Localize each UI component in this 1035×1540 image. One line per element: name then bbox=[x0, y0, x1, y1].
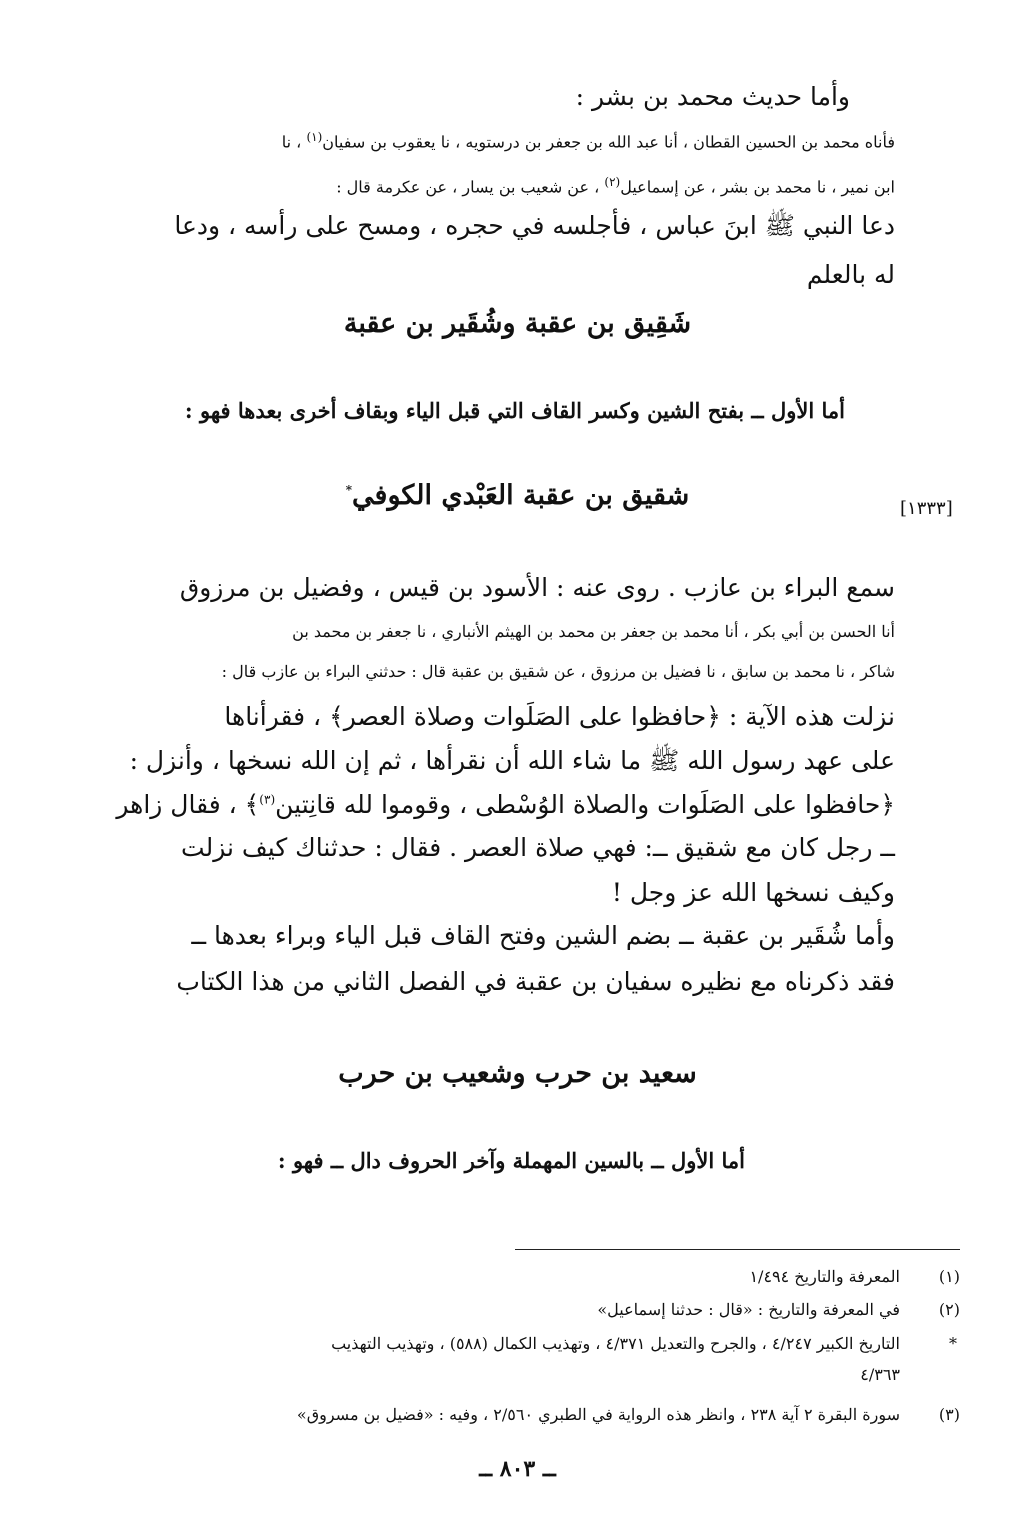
text-line: نزلت هذه الآية : ﴿حافظوا على الصَلَوات وصلاة العصر﴾ ، فقرأناها bbox=[224, 702, 895, 731]
footnote-ref: (١) bbox=[306, 130, 323, 144]
section-heading: شَقِيق بن عقبة وشُقَير بن عقبة bbox=[343, 308, 692, 339]
page-number: ــ ٨٠٣ ــ bbox=[479, 1456, 556, 1482]
footnote-number: (١) bbox=[938, 1267, 960, 1286]
section-subheading: أما الأول ــ بفتح الشين وكسر القاف التي قبل الياء وبقاف أخرى بعدها فهو : bbox=[184, 398, 845, 423]
text-segment: ﴿حافظوا على الصَلَوات والصلاة الوُسْطى ، وقوموا لله قانِتين bbox=[275, 790, 895, 819]
footnote-number: (٢) bbox=[938, 1300, 960, 1319]
section-heading: سعيد بن حرب وشعيب بن حرب bbox=[338, 1058, 697, 1089]
entry-heading-text: شقيق بن عقبة العَبْدي الكوفي bbox=[352, 480, 690, 511]
footnote-text: التاريخ الكبير ٤/٢٤٧ ، والجرح والتعديل ٤/٣٧١ ، وتهذيب الكمال (٥٨٨) ، وتهذيب التهذيب bbox=[331, 1334, 900, 1353]
isnad-line: شاكر ، نا محمد بن سابق ، نا فضيل بن مرزوق ، عن شقيق بن عقبة قال : حدثني البراء بن عازب قال : bbox=[221, 662, 895, 681]
isnad-text: ابن نمير ، نا محمد بن بشر ، عن إسماعيل bbox=[620, 177, 895, 197]
text-line: وكيف نسخها الله عز وجل ! bbox=[611, 878, 895, 907]
footnote-text-continued: ٤/٣٦٣ bbox=[860, 1365, 900, 1384]
footnote-ref: (٣) bbox=[259, 792, 276, 807]
isnad-line: أنا الحسن بن أبي بكر ، أنا محمد بن جعفر بن محمد بن الهيثم الأنباري ، نا جعفر بن محمد بن bbox=[292, 622, 895, 641]
isnad-line bbox=[140, 130, 895, 151]
section-subheading: أما الأول ــ بالسين المهملة وآخر الحروف دال ــ فهو : bbox=[277, 1148, 745, 1173]
text-segment-end: ﴾ ، فقال زاهر bbox=[116, 790, 260, 819]
footnote-divider bbox=[515, 1249, 960, 1250]
isnad-line bbox=[140, 175, 895, 196]
isnad-text-end: ، عن شعيب بن يسار ، عن عكرمة قال : bbox=[336, 177, 605, 197]
text-line bbox=[116, 790, 895, 819]
text-line: فقد ذكرناه مع نظيره سفيان بن عقبة في الفصل الثاني من هذا الكتاب bbox=[176, 967, 895, 996]
isnad-text: فأناه محمد بن الحسين القطان ، أنا عبد الله بن جعفر بن درستويه ، نا يعقوب بن سفيان bbox=[322, 132, 895, 152]
footnote-ref: (٢) bbox=[604, 175, 621, 189]
text-line: وأما حديث محمد بن بشر : bbox=[575, 82, 850, 111]
footnote-text: في المعرفة والتاريخ : «قال : حدثنا إسماعيل» bbox=[597, 1300, 900, 1319]
text-line: سمع البراء بن عازب . روى عنه : الأسود بن قيس ، وفضيل بن مرزوق bbox=[179, 573, 895, 602]
text-line: دعا النبي ﷺ ابنَ عباس ، فأجلسه في حجره ، ومسح على رأسه ، ودعا bbox=[174, 211, 895, 240]
text-line: على عهد رسول الله ﷺ ما شاء الله أن نقرأها ، ثم إن الله نسخها ، وأنزل : bbox=[129, 746, 895, 775]
footnote-star: * bbox=[949, 1334, 957, 1353]
text-line: له بالعلم bbox=[806, 260, 895, 289]
entry-number: [١٣٣٣] bbox=[900, 498, 953, 519]
text-line: ــ رجل كان مع شقيق ــ: فهي صلاة العصر . فقال : حدثناك كيف نزلت bbox=[181, 833, 895, 862]
footnote-text: المعرفة والتاريخ ١/٤٩٤ bbox=[749, 1267, 900, 1286]
entry-heading bbox=[0, 480, 1035, 511]
footnote-text: سورة البقرة ٢ آية ٢٣٨ ، وانظر هذه الرواية في الطبري ٢/٥٦٠ ، وفيه : «فضيل بن مسروق» bbox=[296, 1405, 900, 1424]
text-line: وأما شُقَير بن عقبة ــ بضم الشين وفتح القاف قبل الياء وبراء بعدها ــ bbox=[191, 921, 895, 950]
entry-star: * bbox=[345, 483, 353, 497]
footnote-number: (٣) bbox=[938, 1405, 960, 1424]
isnad-text-end: ، نا bbox=[281, 132, 307, 152]
